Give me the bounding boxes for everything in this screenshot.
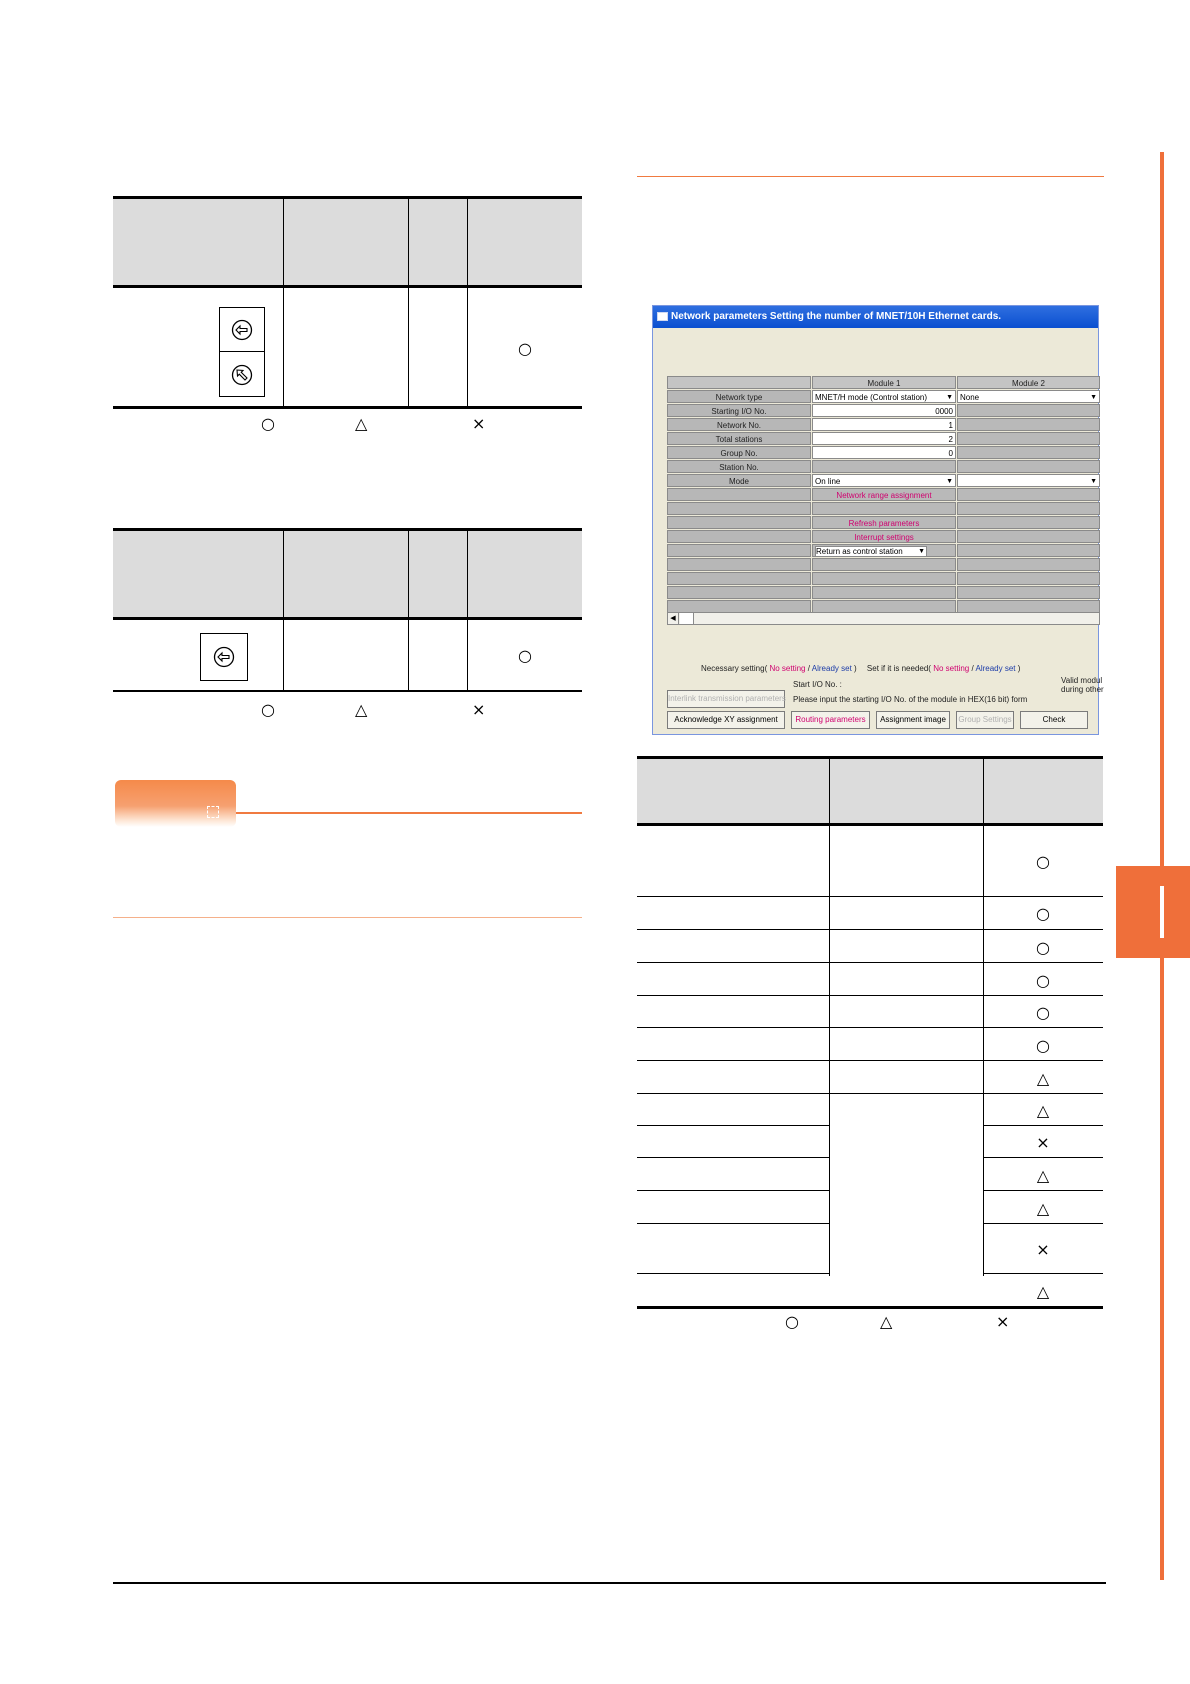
row-label: Network No. [667,418,811,431]
refresh-parameters-link[interactable]: Refresh parameters [812,516,956,529]
total-stations-input[interactable]: 2 [812,432,956,445]
dropdown-arrow-icon: ▼ [1090,478,1097,485]
module2-type-select[interactable]: None ▼ [957,390,1100,403]
table-row [637,1094,829,1126]
mode-select[interactable]: On line ▼ [812,474,956,487]
row-label: Starting I/O No. [667,404,811,417]
table-row [637,1191,829,1224]
back-key [200,633,248,681]
legend-circle: ○ [261,414,275,433]
support-mark: ○ [518,339,532,358]
legend-circle: ○ [261,700,275,719]
support-mark: ○ [1036,904,1050,923]
legend-cross: × [472,414,486,433]
module2-cell [957,418,1100,431]
assignment-image-button[interactable]: Assignment image [876,711,950,729]
valid-module-note-1: Valid modul [1061,676,1103,685]
point-badge [115,780,236,827]
scroll-thumb[interactable] [680,613,694,624]
support-mark: △ [1036,1282,1050,1301]
support-mark: △ [1036,1166,1050,1185]
home-key [220,353,264,397]
function-table-header [637,756,1103,826]
routing-parameters-button[interactable]: Routing parameters [791,711,870,729]
acknowledge-xy-button[interactable]: Acknowledge XY assignment [667,711,785,729]
network-type-select[interactable]: MNET/H mode (Control station) ▼ [812,390,956,403]
arrow-upleft-circle-icon [231,364,253,386]
group-no-input[interactable]: 0 [812,446,956,459]
table-bottom-rule [637,1306,1103,1309]
row-label: Total stations [667,432,811,445]
station-no-cell [812,460,956,473]
point-badge-mark [207,806,219,818]
legend-triangle: △ [355,700,368,719]
check-button[interactable]: Check [1020,711,1088,729]
module2-cell [957,404,1100,417]
merged-cell [830,1095,983,1273]
key-table-1 [113,196,582,410]
module2-cell [957,432,1100,445]
support-mark: △ [1036,1101,1050,1120]
legend-triangle: △ [880,1312,893,1331]
row-label: Network type [667,390,811,403]
chapter-tab-notch [1160,886,1164,938]
section-rule-right [637,176,1104,177]
dialog-title-bar [653,306,1098,328]
module2-mode-select[interactable] [957,474,1100,487]
module2-cell [957,460,1100,473]
point-rule [236,812,582,814]
module2-cell [957,446,1100,459]
key-table-2 [113,528,582,694]
network-range-assignment-link[interactable]: Network range assignment [812,488,956,501]
support-mark: ○ [1036,1003,1050,1022]
window-icon [657,312,668,321]
legend-line: Necessary setting( No setting / Already set ) Set if it is needed( No setting / Already set ) [701,664,1021,673]
point-bottom-rule [113,917,582,918]
module2-header: Module 2 [957,376,1100,389]
starting-io-input[interactable]: 0000 [812,404,956,417]
footer-rule [113,1582,1106,1584]
table-header [113,528,582,620]
table-bottom-rule [113,406,582,409]
support-mark: × [1036,1133,1050,1152]
legend-circle: ○ [785,1312,799,1331]
legend-cross: × [472,700,486,719]
table-row [637,1158,829,1191]
dropdown-arrow-icon: ▼ [918,548,925,555]
valid-module-note-2: during other [1061,685,1104,694]
interlink-transmission-button[interactable]: Interlink transmission parameters [667,690,785,708]
horizontal-scrollbar[interactable] [667,612,1100,625]
dropdown-arrow-icon: ▼ [946,478,953,485]
dropdown-arrow-icon: ▼ [1090,394,1097,401]
table-row [637,1224,829,1274]
support-mark: △ [1036,1199,1050,1218]
row-label: Mode [667,474,811,487]
legend-triangle: △ [355,414,368,433]
table-header [113,196,582,288]
return-select[interactable]: Return as control station ▼ [816,547,925,556]
support-mark: ○ [518,646,532,665]
table-bottom-rule [113,690,582,692]
support-mark: ○ [1036,1036,1050,1055]
arrow-left-circle-icon [231,319,253,341]
group-settings-button[interactable]: Group Settings [956,711,1014,729]
row-label: Station No. [667,460,811,473]
network-parameters-dialog [652,305,1104,735]
support-mark: ○ [1036,938,1050,957]
support-mark: ○ [1036,971,1050,990]
dialog-title: Network parameters Setting the number of MNET/10H Ethernet cards. [671,311,1002,322]
legend-cross: × [996,1312,1010,1331]
dropdown-arrow-icon: ▼ [946,394,953,401]
start-io-label: Start I/O No. : [793,680,842,689]
table-row [637,1126,829,1158]
hint-text: Please input the starting I/O No. of the module in HEX(16 bit) form [793,695,1028,704]
chapter-tab [1116,866,1190,958]
support-mark: × [1036,1240,1050,1259]
network-no-input[interactable]: 1 [812,418,956,431]
interrupt-settings-link[interactable]: Interrupt settings [812,530,956,543]
support-mark: ○ [1036,852,1050,871]
scroll-left-button[interactable]: ◀ [668,613,679,624]
back-key [220,308,264,352]
row-label: Group No. [667,446,811,459]
support-mark: △ [1036,1069,1050,1088]
grid-corner [667,376,811,389]
key-pair [219,307,265,397]
arrow-left-circle-icon [213,646,235,668]
module1-header: Module 1 [812,376,956,389]
